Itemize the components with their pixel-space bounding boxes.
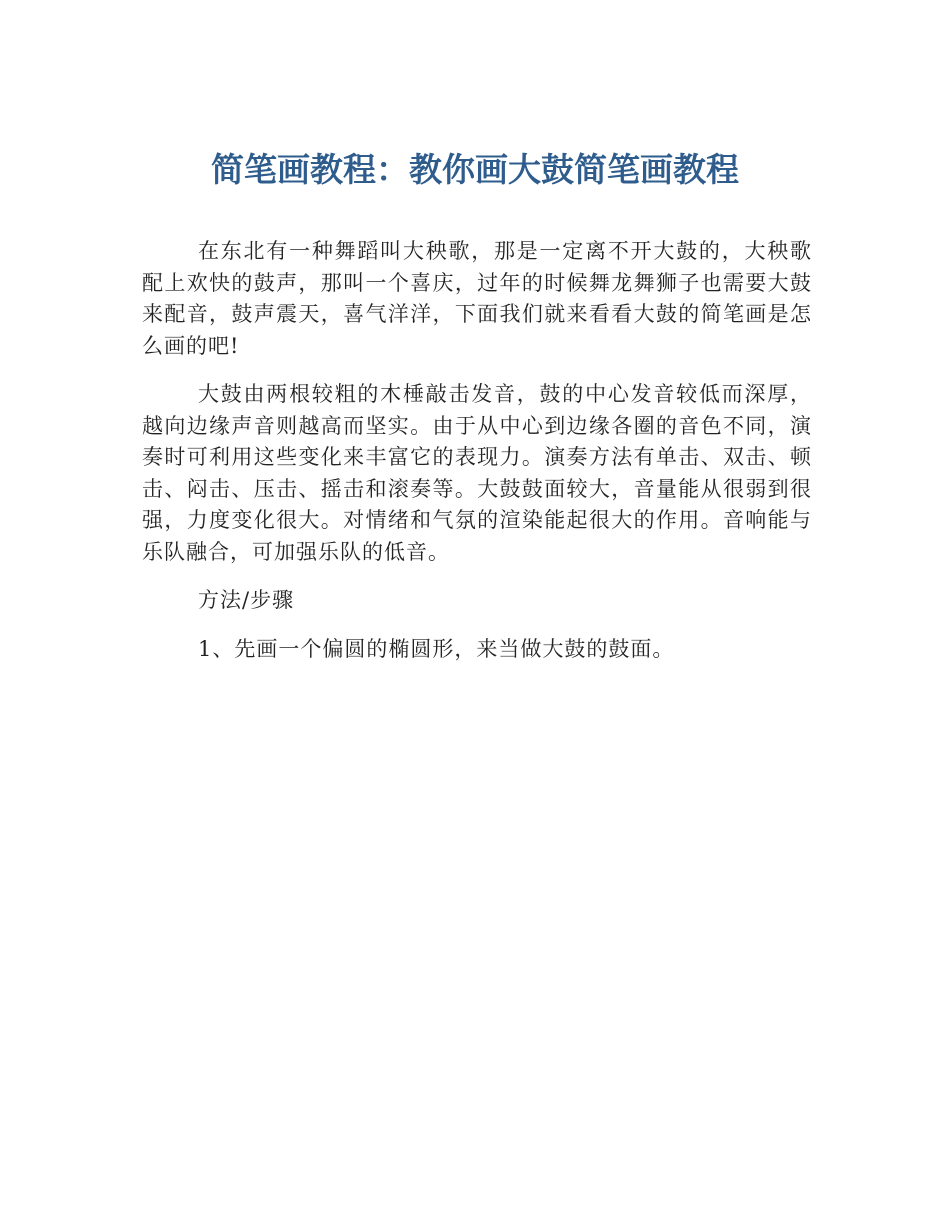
step-1-paragraph: 1、先画一个偏圆的椭圆形，来当做大鼓的鼓面。 (198, 636, 675, 661)
description-paragraph: 大鼓由两根较粗的木棰敲击发音，鼓的中心发音较低而深厚，越向边缘声音则越高而坚实。由于从中心到边缘各圈的音色不同，演奏时可利用这些变化来丰富它的表现力。演奏方法有单击、双击、顿击、闷击、压击、摇击和滚奏等。大鼓鼓面较大，音量能从很弱到很强，力度变化很大。对情绪和气氛的渲染能起很大的作用。音响能与乐队融合，可加强乐队的低音。 (142, 382, 812, 564)
article-body (142, 236, 812, 682)
intro-paragraph: 在东北有一种舞蹈叫大秧歌，那是一定离不开大鼓的，大秧歌配上欢快的鼓声，那叫一个喜庆，过年的时候舞龙舞狮子也需要大鼓来配音，鼓声震天，喜气洋洋，下面我们就来看看大鼓的简笔画是怎么画的吧! (142, 239, 812, 358)
steps-heading: 方法/步骤 (198, 588, 295, 612)
page-title: 简笔画教程：教你画大鼓简笔画教程 (211, 150, 739, 189)
